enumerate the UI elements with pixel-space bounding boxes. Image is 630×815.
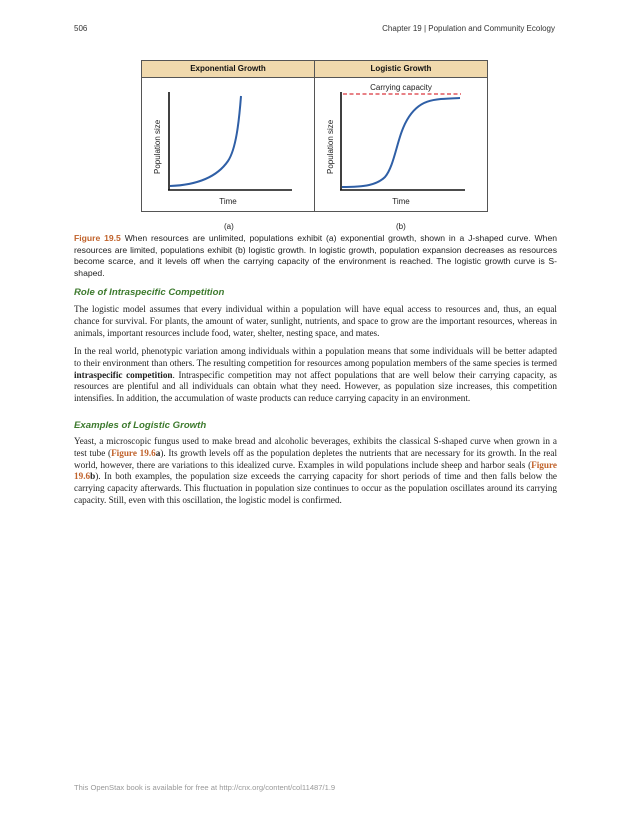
term-intraspecific-competition: intraspecific competition — [74, 369, 173, 380]
sublabel-b: (b) — [396, 222, 406, 231]
section-heading-examples: Examples of Logistic Growth — [74, 420, 207, 431]
paragraph-phenotypic-variation: In the real world, phenotypic variation among individuals within a population means that some individuals will be better adapted to their environment than others. The resulting competition for resources among population members of the same species is termed intraspecific competition. Intraspecific competition may not affect populations that are well below their carrying capacity, as resources are plentiful and all individuals can obtain what they need. However, as population size increases, this competition intensifies. In addition, the accumulation of waste products can reduce carrying capacity in an environment. — [74, 346, 557, 404]
x-axis-label: Time — [219, 197, 237, 206]
logistic-chart — [315, 77, 488, 212]
exponential-chart — [142, 77, 315, 212]
page-number: 506 — [74, 24, 88, 33]
y-axis-label: Population size — [326, 119, 335, 174]
s-curve — [342, 98, 460, 187]
exponential-panel — [142, 61, 314, 211]
sublabel-a: (a) — [224, 222, 234, 231]
footer-note: This OpenStax book is available for free at http://cnx.org/content/col11487/1.9 — [74, 783, 336, 792]
paragraph-logistic-assumptions: The logistic model assumes that every individual within a population will have equal access to resources and, thus, an equal chance for survival. For plants, the amount of water, sunlight, nutrients, and space to grow are the important resources, whereas in animals, important resources include food, water, shelter, nesting space, and mates. — [74, 304, 557, 338]
carrying-capacity-label: Carrying capacity — [370, 83, 432, 92]
y-axis-label: Population size — [153, 119, 162, 174]
exponential-panel-title: Exponential Growth — [142, 61, 314, 78]
figure-caption — [74, 233, 557, 279]
logistic-panel-title: Logistic Growth — [315, 61, 487, 78]
growth-figure — [141, 60, 488, 212]
figure-link-19-6b[interactable]: Figure 19.6b — [74, 459, 557, 482]
caption-text: When resources are unlimited, populations exhibit (a) exponential growth, shown in a J-shaped curve. When resources are limited, populations exhibit (b) logistic growth. In logistic growth, population expansion decreases as resources become scarce, and it levels off when the carrying capacity of the environment is reached. The logistic growth curve is S-shaped. — [74, 233, 557, 278]
caption-label: Figure 19.5 — [74, 233, 121, 243]
logistic-panel — [314, 61, 487, 211]
paragraph-yeast-example: Yeast, a microscopic fungus used to make bread and alcoholic beverages, exhibits the classical S-shaped curve when grown in a test tube (Figure 19.6a). Its growth levels off as the population depletes the nutrients that are necessary for its growth. In the real world, however, there are variations to this idealized curve. Examples in wild populations include sheep and harbor seals (Figure 19.6b). In both examples, the population size exceeds the carrying capacity for short periods of time and then falls below the carrying capacity afterwards. This fluctuation in population size continues to occur as the population oscillates around its carrying capacity. Still, even with this oscillation, the logistic model is confirmed. — [74, 436, 558, 505]
x-axis-label: Time — [392, 197, 410, 206]
figure-link-19-6a[interactable]: Figure 19.6a — [111, 447, 161, 458]
j-curve — [170, 96, 241, 186]
chapter-title: Chapter 19 | Population and Community Ecology — [382, 24, 555, 33]
section-heading-intraspecific: Role of Intraspecific Competition — [74, 287, 225, 298]
